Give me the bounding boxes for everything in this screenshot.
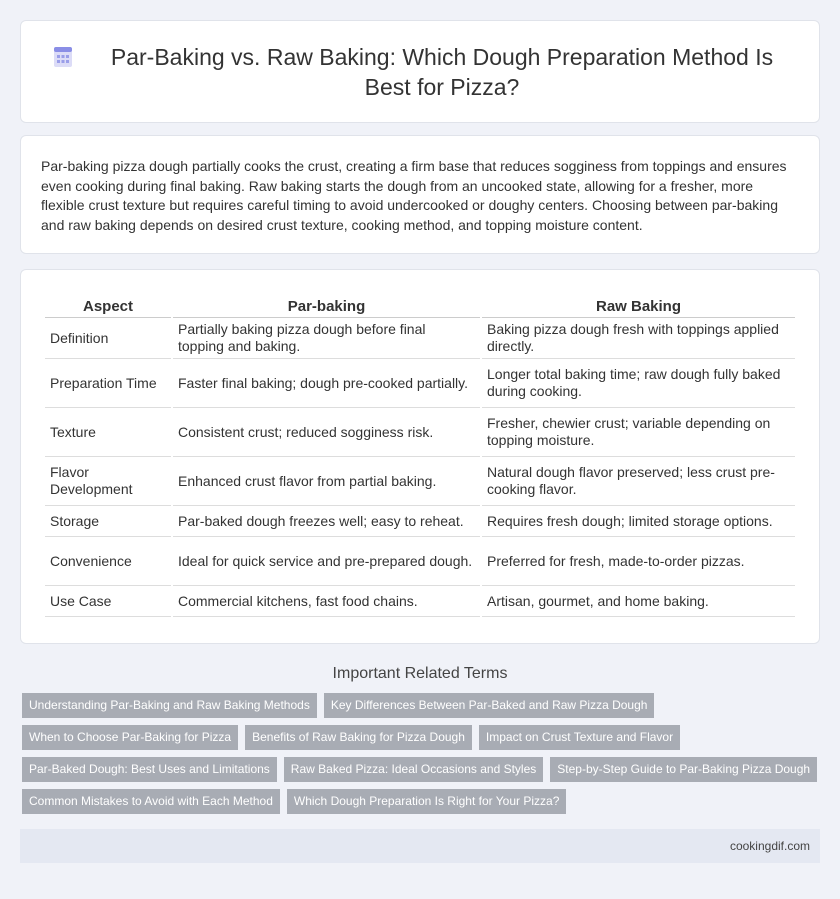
row-par-baking: Par-baked dough freezes well; easy to reheat.	[173, 506, 480, 537]
row-raw-baking: Fresher, chewier crust; variable depending on topping moisture.	[482, 408, 795, 457]
table-header-row	[45, 294, 795, 318]
header-card	[20, 20, 820, 123]
table-row	[45, 506, 795, 537]
document-icon	[51, 45, 75, 69]
row-aspect: Definition	[45, 318, 171, 359]
header-aspect: Aspect	[45, 294, 171, 318]
related-terms-title: Important Related Terms	[332, 665, 508, 682]
related-tag[interactable]: Understanding Par-Baking and Raw Baking Methods	[22, 693, 317, 718]
row-raw-baking: Preferred for fresh, made-to-order pizzas.	[482, 537, 795, 586]
page-title: Par-Baking vs. Raw Baking: Which Dough Preparation Method Is Best for Pizza?	[110, 43, 774, 100]
row-raw-baking: Requires fresh dough; limited storage options.	[482, 506, 795, 537]
row-par-baking: Faster final baking; dough pre-cooked partially.	[173, 359, 480, 408]
table-row	[45, 586, 795, 617]
related-tag[interactable]: Key Differences Between Par-Baked and Raw Pizza Dough	[324, 693, 655, 718]
table-row	[45, 359, 795, 408]
row-raw-baking: Longer total baking time; raw dough fully baked during cooking.	[482, 359, 795, 408]
title-wrap	[51, 42, 789, 102]
header-par-baking: Par-baking	[173, 294, 480, 318]
table-row	[45, 537, 795, 586]
row-aspect: Storage	[45, 506, 171, 537]
footer-site[interactable]: cookingdif.com	[729, 839, 810, 853]
table-row	[45, 318, 795, 359]
row-aspect: Flavor Development	[45, 457, 171, 506]
comparison-table-card	[20, 269, 820, 644]
related-terms-tags	[22, 693, 818, 814]
related-tag[interactable]: When to Choose Par-Baking for Pizza	[22, 725, 238, 750]
row-par-baking: Partially baking pizza dough before final topping and baking.	[173, 318, 480, 359]
related-tag[interactable]: Benefits of Raw Baking for Pizza Dough	[245, 725, 472, 750]
related-tag[interactable]: Common Mistakes to Avoid with Each Method	[22, 789, 280, 814]
footer	[20, 829, 820, 863]
comparison-table	[43, 294, 797, 617]
related-tag[interactable]: Par-Baked Dough: Best Uses and Limitations	[22, 757, 277, 782]
table-row	[45, 408, 795, 457]
row-raw-baking: Artisan, gourmet, and home baking.	[482, 586, 795, 617]
related-tag[interactable]: Which Dough Preparation Is Right for Your Pizza?	[287, 789, 566, 814]
related-tag[interactable]: Impact on Crust Texture and Flavor	[479, 725, 680, 750]
row-par-baking: Commercial kitchens, fast food chains.	[173, 586, 480, 617]
intro-text: Par-baking pizza dough partially cooks the crust, creating a firm base that reduces sogginess from toppings and ensures even cooking during final baking. Raw baking starts the dough from an uncooked state, allowing for a fresher, more flexible crust texture but requires careful timing to avoid undercooked or doughy centers. Choosing between par-baking and raw baking depends on desired crust texture, cooking method, and topping moisture content.	[41, 158, 787, 233]
row-aspect: Convenience	[45, 537, 171, 586]
row-par-baking: Consistent crust; reduced sogginess risk.	[173, 408, 480, 457]
row-aspect: Use Case	[45, 586, 171, 617]
row-aspect: Texture	[45, 408, 171, 457]
table-row	[45, 457, 795, 506]
intro-card	[20, 135, 820, 254]
row-raw-baking: Baking pizza dough fresh with toppings applied directly.	[482, 318, 795, 359]
row-par-baking: Enhanced crust flavor from partial baking.	[173, 457, 480, 506]
row-raw-baking: Natural dough flavor preserved; less crust pre-cooking flavor.	[482, 457, 795, 506]
related-tag[interactable]: Step-by-Step Guide to Par-Baking Pizza Dough	[550, 757, 817, 782]
related-tag[interactable]: Raw Baked Pizza: Ideal Occasions and Styles	[284, 757, 543, 782]
row-par-baking: Ideal for quick service and pre-prepared dough.	[173, 537, 480, 586]
header-raw-baking: Raw Baking	[482, 294, 795, 318]
row-aspect: Preparation Time	[45, 359, 171, 408]
